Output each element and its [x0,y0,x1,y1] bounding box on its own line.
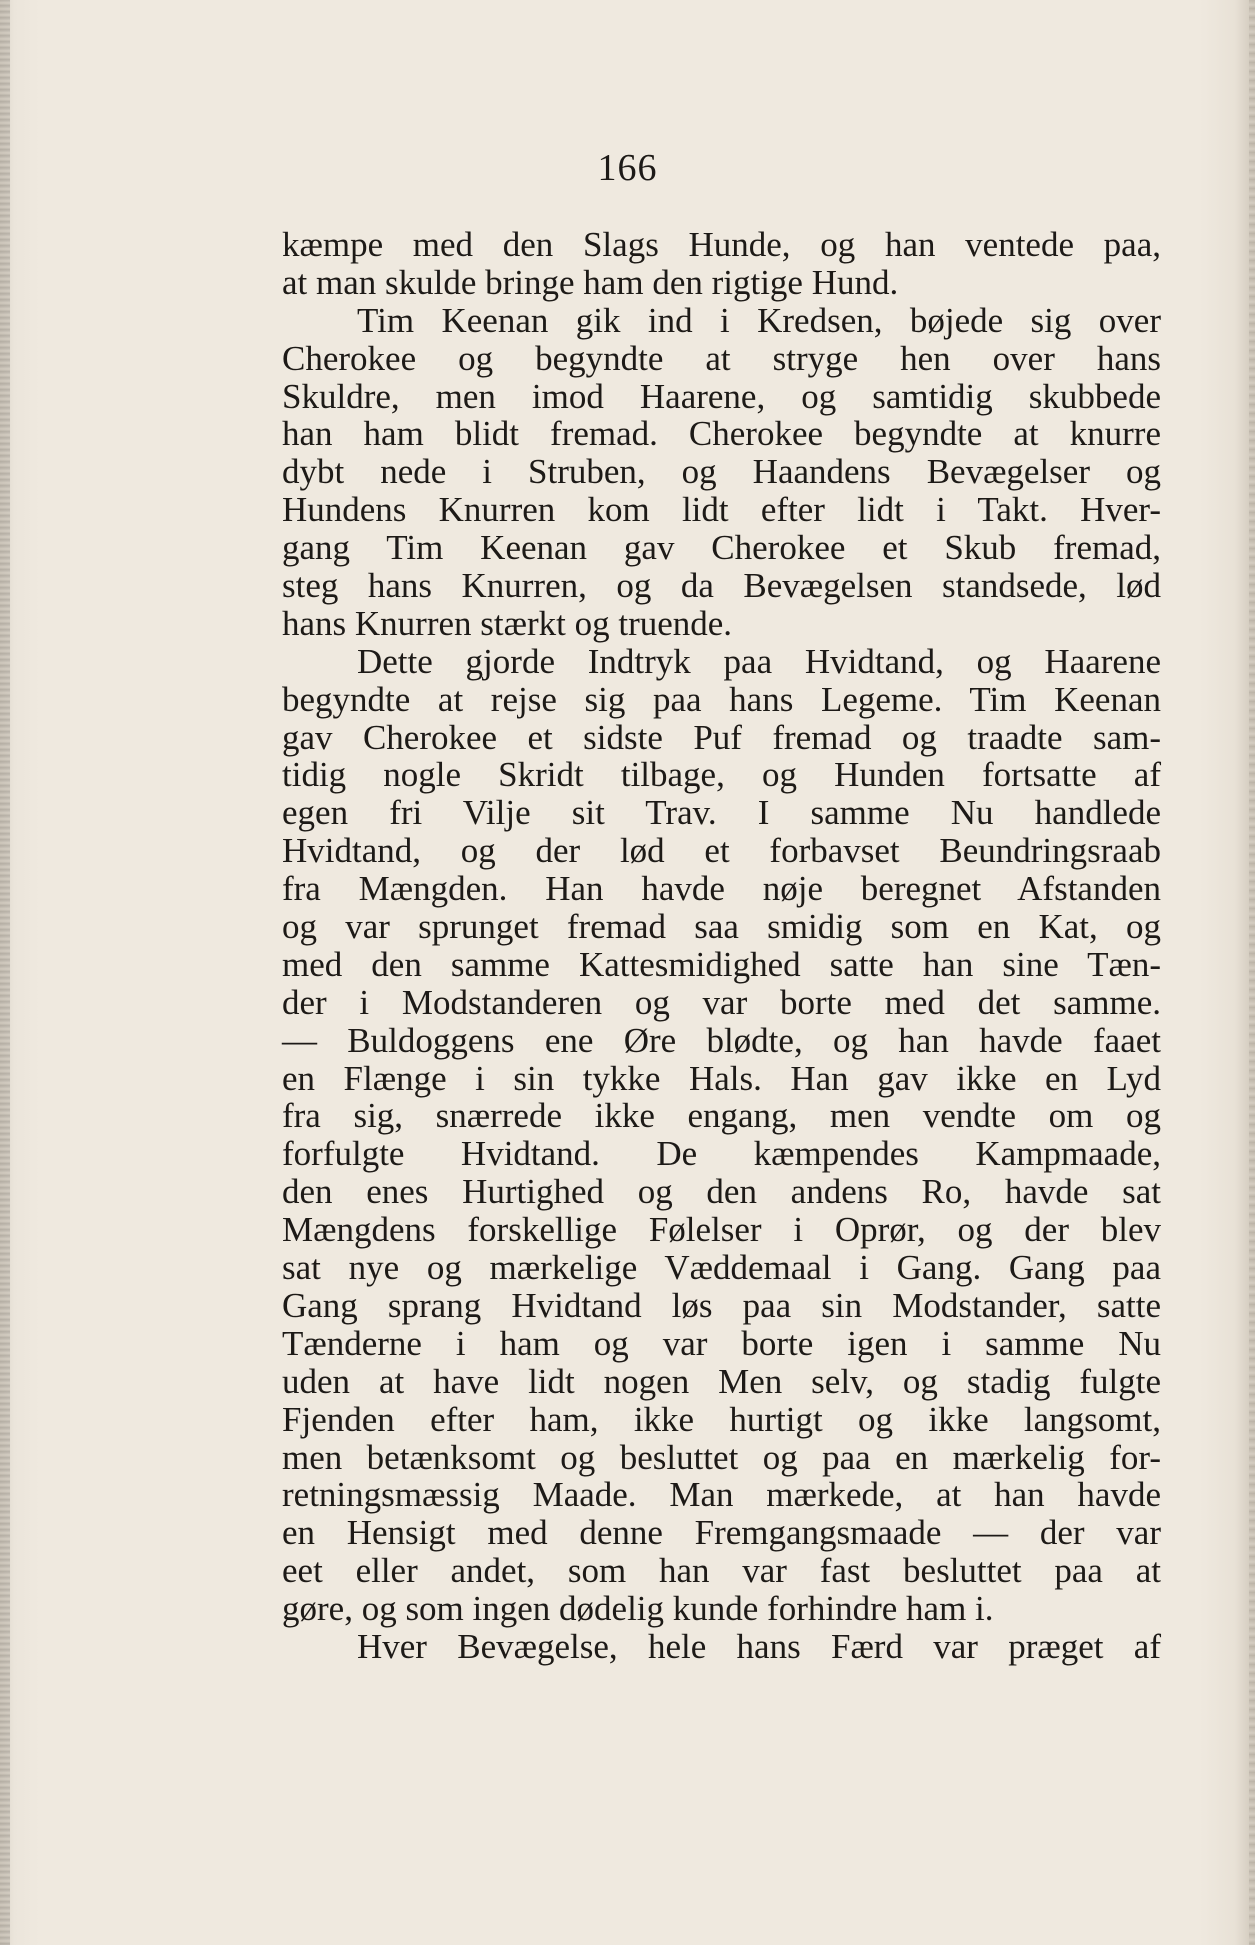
text-line: Dette gjorde Indtryk paa Hvidtand, og Haarene [357,641,1161,681]
text-line: hans Knurren stærkt og truende. [282,603,733,643]
page-number: 166 [597,147,658,189]
text-line: begyndte at rejse sig paa hans Legeme. Tim Keenan [282,679,1161,719]
text-line: gøre, og som ingen dødelig kunde forhindre ham i. [282,1589,994,1629]
text-line: og var sprunget fremad saa smidig som en Kat, og [282,907,1161,947]
text-line: — Buldoggens ene Øre blødte, og han havde faaet [282,1020,1161,1060]
text-line: fra Mængden. Han havde nøje beregnet Afstanden [282,869,1161,909]
text-line: Gang sprang Hvidtand løs paa sin Modstander, satte [282,1285,1161,1325]
text-line: at man skulde bringe ham den rigtige Hund. [282,262,899,302]
text-line: fra sig, snærrede ikke engang, men vendte om og [282,1096,1161,1136]
text-line: dybt nede i Struben, og Haandens Bevægelser og [282,452,1161,492]
text-line: han ham blidt fremad. Cherokee begyndte at knurre [282,414,1161,454]
text-line: forfulgte Hvidtand. De kæmpendes Kampmaade, [282,1134,1161,1174]
text-line: egen fri Vilje sit Trav. I samme Nu handlede [282,793,1161,833]
text-line: kæmpe med den Slags Hunde, og han ventede paa, [282,225,1161,264]
text-line: Hundens Knurren kom lidt efter lidt i Takt. Hver- [282,490,1161,530]
text-line: Mængdens forskellige Følelser i Oprør, og der blev [282,1210,1161,1250]
text-line: den enes Hurtighed og den andens Ro, havde sat [282,1172,1161,1212]
text-line: men betænksomt og besluttet og paa en mærkelig for- [282,1437,1161,1477]
text-line: steg hans Knurren, og da Bevægelsen standsede, lød [282,566,1161,606]
text-line: Tænderne i ham og var borte igen i samme Nu [282,1323,1161,1363]
text-line: en Flænge i sin tykke Hals. Han gav ikke en Lyd [282,1058,1161,1098]
page-gutter [0,0,10,1945]
text-line: gang Tim Keenan gav Cherokee et Skub fremad, [282,528,1161,568]
text-line: Skuldre, men imod Haarene, og samtidig skubbede [282,376,1161,416]
text-line: med den samme Kattesmidighed satte han sine Tæn- [282,944,1161,984]
text-line: retningsmæssig Maade. Man mærkede, at han havde [282,1475,1161,1515]
text-line: der i Modstanderen og var borte med det samme. [282,982,1161,1022]
text-line: Tim Keenan gik ind i Kredsen, bøjede sig over [357,300,1161,340]
text-line: Hver Bevægelse, hele hans Færd var præget af [357,1626,1161,1666]
text-line: Hvidtand, og der lød et forbavset Beundringsraab [282,831,1161,871]
text-line: gav Cherokee et sidste Puf fremad og traadte sam- [282,717,1161,757]
page-edge [1249,0,1255,1945]
text-line: Fjenden efter ham, ikke hurtigt og ikke langsomt, [282,1399,1161,1439]
text-line: en Hensigt med denne Fremgangsmaade — der var [282,1513,1161,1553]
text-line: Cherokee og begyndte at stryge hen over hans [282,338,1161,378]
text-line: tidig nogle Skridt tilbage, og Hunden fortsatte af [282,755,1161,795]
text-line: eet eller andet, som han var fast besluttet paa at [282,1551,1161,1591]
text-line: uden at have lidt nogen Men selv, og stadig fulgte [282,1361,1161,1401]
text-line: sat nye og mærkelige Væddemaal i Gang. Gang paa [282,1248,1161,1288]
body-text [282,226,1161,1666]
